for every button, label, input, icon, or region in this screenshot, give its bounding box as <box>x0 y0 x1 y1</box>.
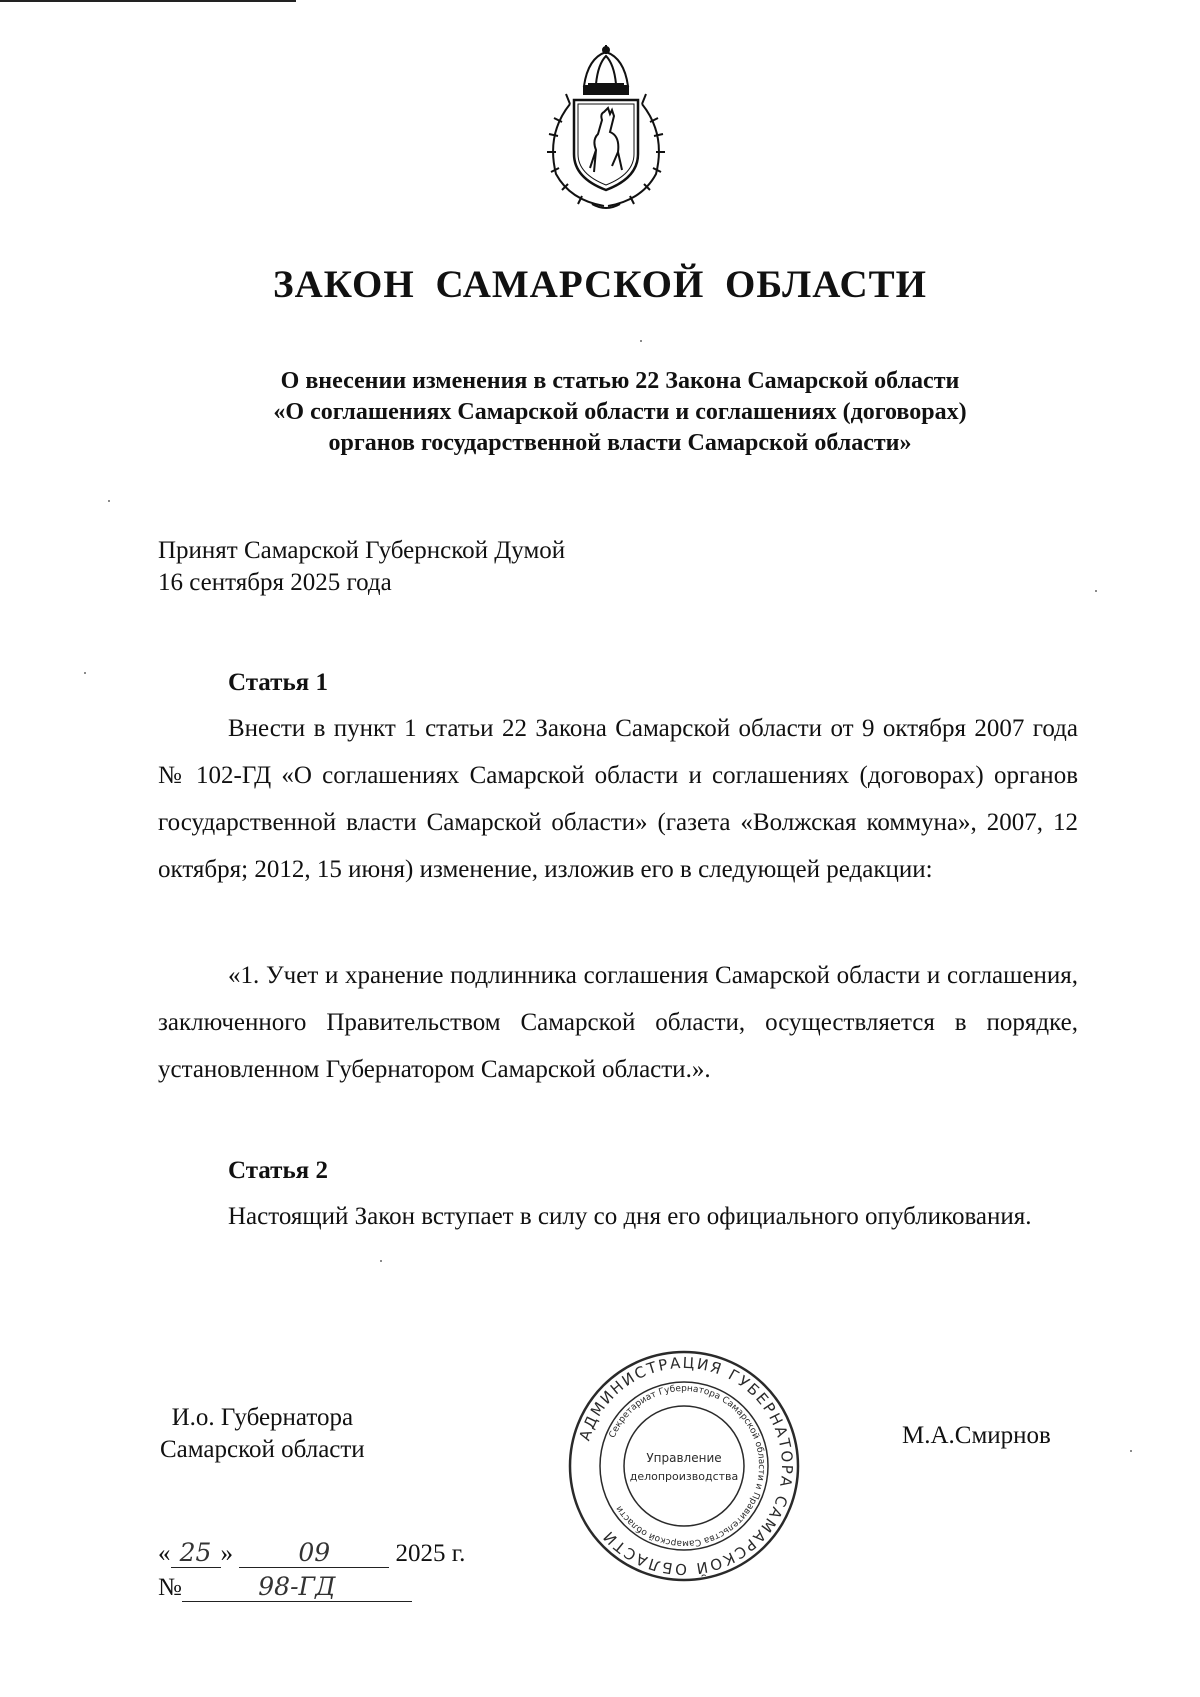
scan-speckle <box>108 500 110 502</box>
date-year: 2025 г. <box>395 1540 466 1567</box>
date-open-quote: « <box>158 1540 171 1567</box>
signing-date <box>158 1538 465 1568</box>
number-label: № <box>158 1574 182 1601</box>
official-stamp <box>566 1348 802 1584</box>
coat-of-arms-icon <box>526 44 686 212</box>
adoption-date: 16 сентября 2025 года <box>158 569 392 596</box>
scan-speckle <box>380 1260 382 1262</box>
document-subtitle <box>180 366 1060 459</box>
date-close-quote: » <box>220 1540 233 1567</box>
scan-speckle <box>1130 1450 1132 1452</box>
subtitle-line-3: органов государственной власти Самарской области» <box>328 430 912 456</box>
date-day: 25 <box>171 1538 221 1568</box>
signatory-name: М.А.Смирнов <box>902 1422 1051 1449</box>
signatory-position <box>160 1402 365 1466</box>
subtitle-line-2: «О соглашениях Самарской области и соглашениях (договорах) <box>273 399 967 425</box>
date-month: 09 <box>239 1538 389 1568</box>
adoption-body: Принят Самарской Губернской Думой <box>158 537 566 564</box>
scan-speckle <box>84 672 86 674</box>
stamp-center-line-2: делопроизводства <box>629 1470 739 1483</box>
stamp-outer-text: АДМИНИСТРАЦИЯ ГУБЕРНАТОРА САМАРСКОЙ ОБЛАСТИ <box>575 1353 797 1579</box>
article-1-paragraph-2: «1. Учет и хранение подлинника соглашения Самарской области и соглашения, заключенного Правительством Самарской области, осуществляется в порядке, установленном Губернатором Самарской области.». <box>158 962 1078 1083</box>
signatory-position-line-1: И.о. Губернатора <box>171 1404 354 1431</box>
number-value: 98-ГД <box>182 1572 412 1602</box>
scan-speckle <box>1095 590 1097 592</box>
article-1-paragraph-1: Внести в пункт 1 статьи 22 Закона Самарской области от 9 октября 2007 года № 102-ГД «О соглашениях Самарской области и соглашениях (договорах) органов государственной власти Самарской области» (газета «Волжская коммуна», 2007, 12 октября; 2012, 15 июня) изменение, изложив его в следующей редакции: <box>158 715 1078 883</box>
scan-speckle <box>640 340 642 342</box>
article-2-paragraph: Настоящий Закон вступает в силу со дня его официального опубликования. <box>228 1203 1032 1230</box>
law-number <box>158 1572 412 1602</box>
subtitle-line-1: О внесении изменения в статью 22 Закона Самарской области <box>280 368 960 394</box>
document-title: ЗАКОН САМАРСКОЙ ОБЛАСТИ <box>273 263 927 306</box>
scan-edge-line <box>0 0 296 2</box>
stamp-inner-text: Секретариат Губернатора Самарской области и Правительства Самарской области <box>607 1383 767 1549</box>
signatory-position-line-2: Самарской области <box>160 1436 365 1463</box>
article-1-heading: Статья 1 <box>228 669 328 696</box>
adoption-note <box>158 535 565 599</box>
article-2-heading: Статья 2 <box>228 1157 328 1184</box>
stamp-center-line-1: Управление <box>646 1451 722 1465</box>
svg-text:Секретариат Губернатора Самарс <box>608 1384 766 1548</box>
